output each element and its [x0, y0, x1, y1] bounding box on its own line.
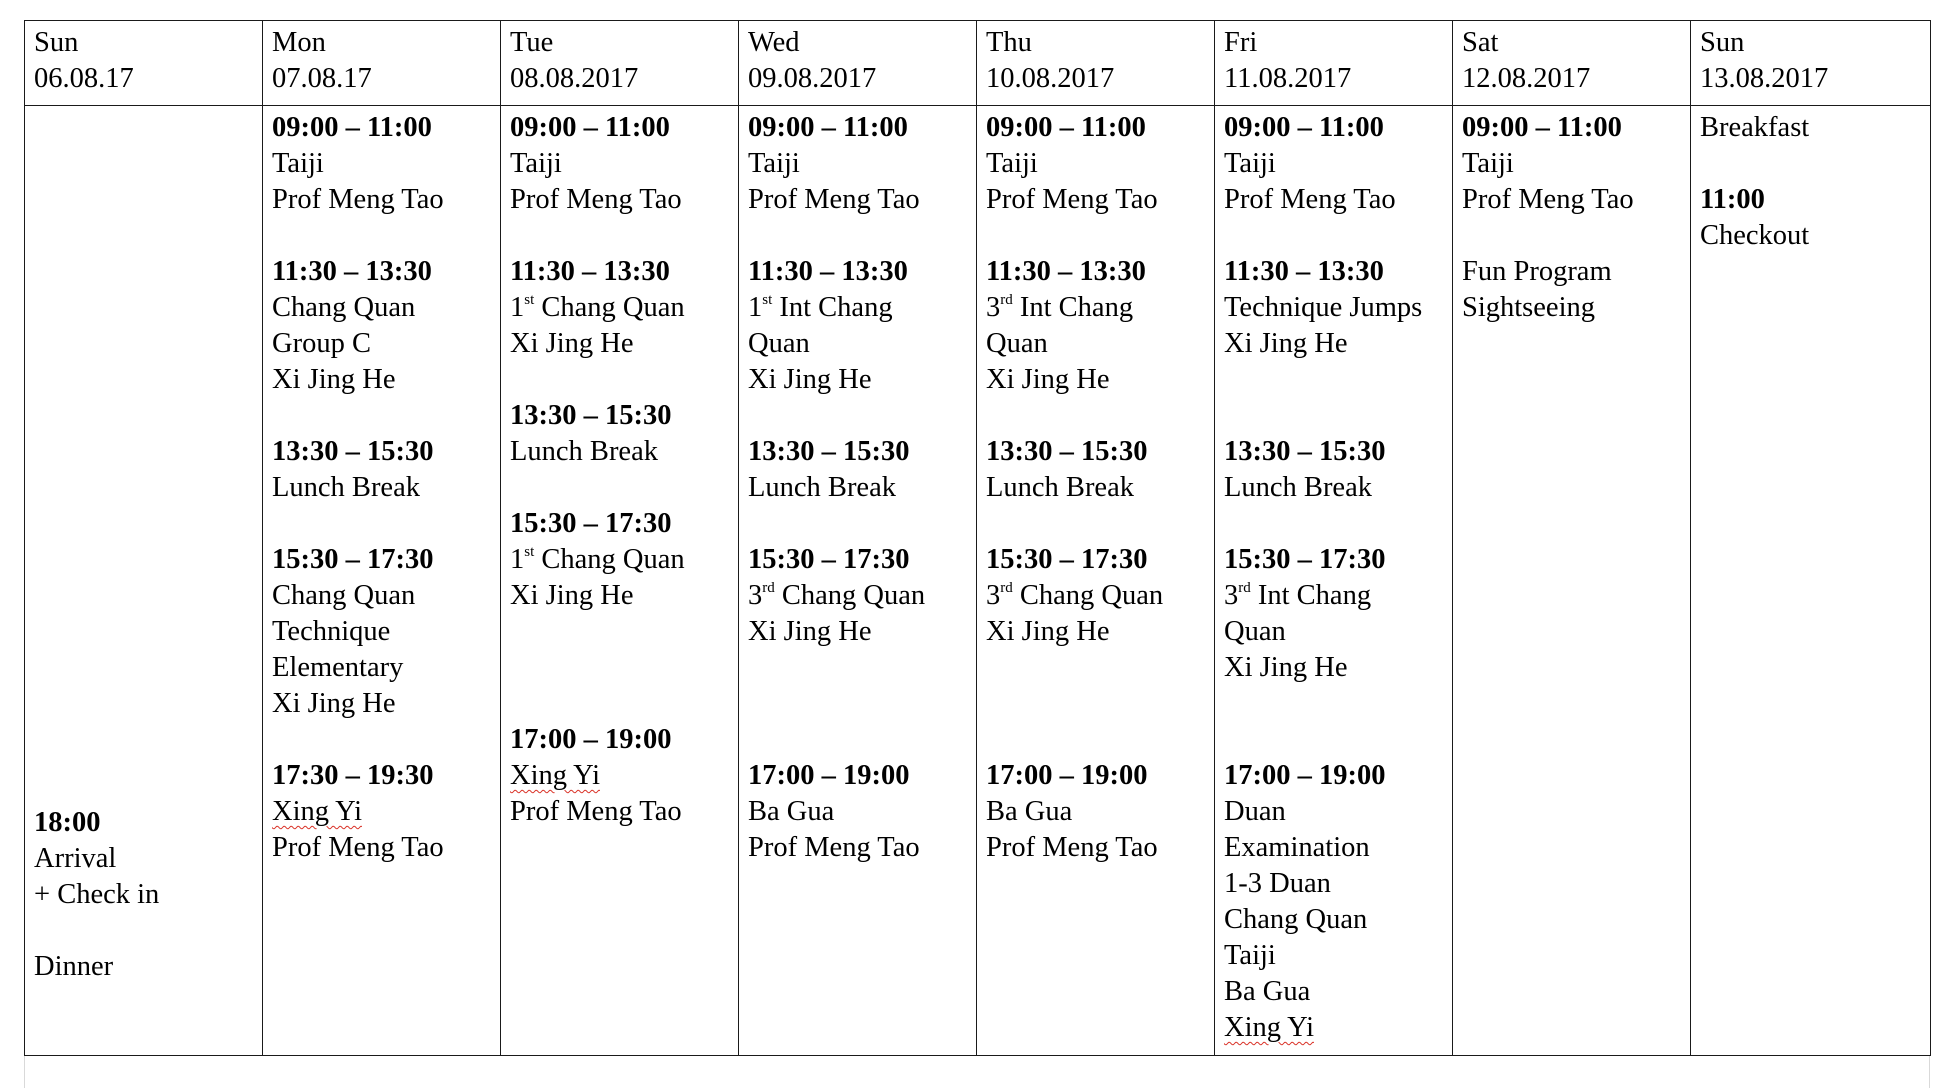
time-label: 11:30 – 13:30: [986, 256, 1146, 287]
checkout-block: [1700, 182, 1921, 254]
time-label: 09:00 – 11:00: [1224, 112, 1384, 143]
session-block: [1224, 758, 1443, 1046]
activity-label: Ba Gua: [748, 796, 835, 827]
spellcheck-word: Xing Yi: [510, 760, 600, 791]
cell-sat: [1453, 106, 1691, 1056]
cell-wed: [739, 106, 977, 1056]
session-block: [272, 434, 491, 506]
instructor-label: Xi Jing He: [986, 616, 1110, 647]
activity-label: Quan: [748, 328, 810, 359]
schedule-table: [24, 20, 1931, 1056]
time-label: 09:00 – 11:00: [272, 112, 432, 143]
cell-fri: [1215, 106, 1453, 1056]
session-block: [1224, 434, 1443, 506]
time-label: 11:30 – 13:30: [1224, 256, 1384, 287]
session-block: [986, 758, 1205, 866]
day-header-tue: Tue 08.08.2017: [501, 21, 739, 106]
time-label: 09:00 – 11:00: [1462, 112, 1622, 143]
instructor-label: Prof Meng Tao: [510, 184, 682, 215]
activity-label: Taiji: [1462, 148, 1514, 179]
day-header-sun-2: Sun 13.08.2017: [1691, 21, 1931, 106]
instructor-label: Xi Jing He: [272, 688, 396, 719]
session-block: [748, 254, 967, 398]
activity-label: Fun Program: [1462, 256, 1612, 287]
instructor-label: Xi Jing He: [510, 580, 634, 611]
time-label: 13:30 – 15:30: [510, 400, 672, 431]
time-label: 11:30 – 13:30: [748, 256, 908, 287]
day-header-sun-1: Sun 06.08.17: [25, 21, 263, 106]
session-block: [986, 434, 1205, 506]
activity-label: Breakfast: [1700, 112, 1810, 143]
instructor-label: Prof Meng Tao: [510, 796, 682, 827]
time-label: 15:30 – 17:30: [986, 544, 1148, 575]
session-block: [748, 110, 967, 218]
time-label: 17:00 – 19:00: [510, 724, 672, 755]
day-header-mon: Mon 07.08.17: [263, 21, 501, 106]
instructor-label: Xi Jing He: [748, 616, 872, 647]
session-block: [1462, 254, 1681, 326]
activity-label: Ba Gua: [986, 796, 1073, 827]
activity-label: Ba Gua: [1224, 976, 1311, 1007]
instructor-label: Prof Meng Tao: [748, 832, 920, 863]
schedule-row: [25, 106, 1931, 1056]
activity-label: Sightseeing: [1462, 292, 1595, 323]
activity-label: Chang Quan: [272, 292, 416, 323]
session-block: [510, 254, 729, 362]
activity-label: Taiji: [1224, 940, 1276, 971]
session-block: [510, 506, 729, 614]
activity-label: [1224, 1010, 1443, 1046]
instructor-label: Prof Meng Tao: [272, 832, 444, 863]
session-block: [510, 110, 729, 218]
time-label: 17:00 – 19:00: [986, 760, 1148, 791]
session-block: [510, 398, 729, 470]
instructor-label: Prof Meng Tao: [986, 184, 1158, 215]
activity-label: Chang Quan: [1224, 904, 1368, 935]
time-label: 11:30 – 13:30: [272, 256, 432, 287]
time-label: 15:30 – 17:30: [272, 544, 434, 575]
level-label: Elementary: [272, 652, 404, 683]
activity-label: Examination: [1224, 832, 1370, 863]
instructor-label: Xi Jing He: [272, 364, 396, 395]
session-block: [1224, 110, 1443, 218]
activity-label: 1st Int Chang: [748, 291, 893, 323]
time-label: 17:00 – 19:00: [1224, 760, 1386, 791]
time-label: 15:30 – 17:30: [1224, 544, 1386, 575]
activity-label: Lunch Break: [272, 472, 420, 503]
instructor-label: Prof Meng Tao: [1462, 184, 1634, 215]
group-label: Group C: [272, 328, 371, 359]
header-row: [25, 21, 1931, 106]
activity-label: Chang Quan: [272, 580, 416, 611]
time-label: 17:30 – 19:30: [272, 760, 434, 791]
session-block: [748, 758, 967, 866]
activity-label: Lunch Break: [510, 436, 658, 467]
cell-mon: [263, 106, 501, 1056]
instructor-label: Xi Jing He: [986, 364, 1110, 395]
time-label: 18:00: [34, 807, 101, 838]
activity-label: Quan: [1224, 616, 1286, 647]
activity-label: [272, 794, 491, 830]
time-label: 13:30 – 15:30: [748, 436, 910, 467]
session-block: [1224, 254, 1443, 362]
session-block: [272, 542, 491, 722]
activity-label: Taiji: [272, 148, 324, 179]
activity-label: Arrival: [34, 843, 117, 874]
instructor-label: Xi Jing He: [1224, 328, 1348, 359]
instructor-label: Prof Meng Tao: [748, 184, 920, 215]
breakfast-block: [1700, 110, 1921, 146]
session-block: [272, 254, 491, 398]
activity-label: 3rd Int Chang: [986, 291, 1134, 323]
activity-label: Lunch Break: [1224, 472, 1372, 503]
activity-label: Duan: [1224, 796, 1286, 827]
arrival-block: [34, 805, 253, 913]
cell-thu: [977, 106, 1215, 1056]
session-block: [510, 722, 729, 830]
cell-tue: [501, 106, 739, 1056]
cell-sun-1: [25, 106, 263, 1056]
activity-label: Taiji: [510, 148, 562, 179]
session-block: [272, 110, 491, 218]
day-header-wed: Wed 09.08.2017: [739, 21, 977, 106]
activity-label: 3rd Int Chang: [1224, 579, 1372, 611]
activity-label: Technique: [272, 616, 391, 647]
time-label: 11:00: [1700, 184, 1765, 215]
session-block: [748, 434, 967, 506]
activity-label: Lunch Break: [986, 472, 1134, 503]
activity-label: [510, 758, 729, 794]
time-label: 09:00 – 11:00: [748, 112, 908, 143]
activity-label: 3rd Chang Quan: [986, 579, 1164, 611]
activity-label: 1st Chang Quan: [510, 543, 685, 575]
activity-label: + Check in: [34, 879, 160, 910]
time-label: 15:30 – 17:30: [748, 544, 910, 575]
instructor-label: Prof Meng Tao: [1224, 184, 1396, 215]
session-block: [748, 542, 967, 650]
day-header-fri: Fri 11.08.2017: [1215, 21, 1453, 106]
activity-label: Taiji: [986, 148, 1038, 179]
activity-label: Technique Jumps: [1224, 292, 1423, 323]
activity-label: Taiji: [1224, 148, 1276, 179]
cell-sun-2: [1691, 106, 1931, 1056]
activity-label: Taiji: [748, 148, 800, 179]
time-label: 13:30 – 15:30: [986, 436, 1148, 467]
activity-label: 1-3 Duan: [1224, 868, 1331, 899]
time-label: 13:30 – 15:30: [272, 436, 434, 467]
session-block: [272, 758, 491, 866]
time-label: 17:00 – 19:00: [748, 760, 910, 791]
session-block: [986, 542, 1205, 650]
instructor-label: Xi Jing He: [748, 364, 872, 395]
session-block: [1462, 110, 1681, 218]
dinner-block: [34, 949, 253, 985]
time-label: 09:00 – 11:00: [510, 112, 670, 143]
spellcheck-word: Xing Yi: [272, 796, 362, 827]
spellcheck-word: Xing Yi: [1224, 1012, 1314, 1043]
instructor-label: Xi Jing He: [510, 328, 634, 359]
time-label: 15:30 – 17:30: [510, 508, 672, 539]
time-label: 11:30 – 13:30: [510, 256, 670, 287]
instructor-label: Prof Meng Tao: [272, 184, 444, 215]
activity-label: Checkout: [1700, 220, 1810, 251]
day-header-thu: Thu 10.08.2017: [977, 21, 1215, 106]
instructor-label: Xi Jing He: [1224, 652, 1348, 683]
time-label: 13:30 – 15:30: [1224, 436, 1386, 467]
time-label: 09:00 – 11:00: [986, 112, 1146, 143]
activity-label: Quan: [986, 328, 1048, 359]
session-block: [986, 110, 1205, 218]
session-block: [1224, 542, 1443, 686]
instructor-label: Prof Meng Tao: [986, 832, 1158, 863]
activity-label: 1st Chang Quan: [510, 291, 685, 323]
activity-label: 3rd Chang Quan: [748, 579, 926, 611]
session-block: [986, 254, 1205, 398]
activity-label: Dinner: [34, 951, 114, 982]
page-bottom-edge: [24, 1056, 1930, 1088]
day-header-sat: Sat 12.08.2017: [1453, 21, 1691, 106]
activity-label: Lunch Break: [748, 472, 896, 503]
